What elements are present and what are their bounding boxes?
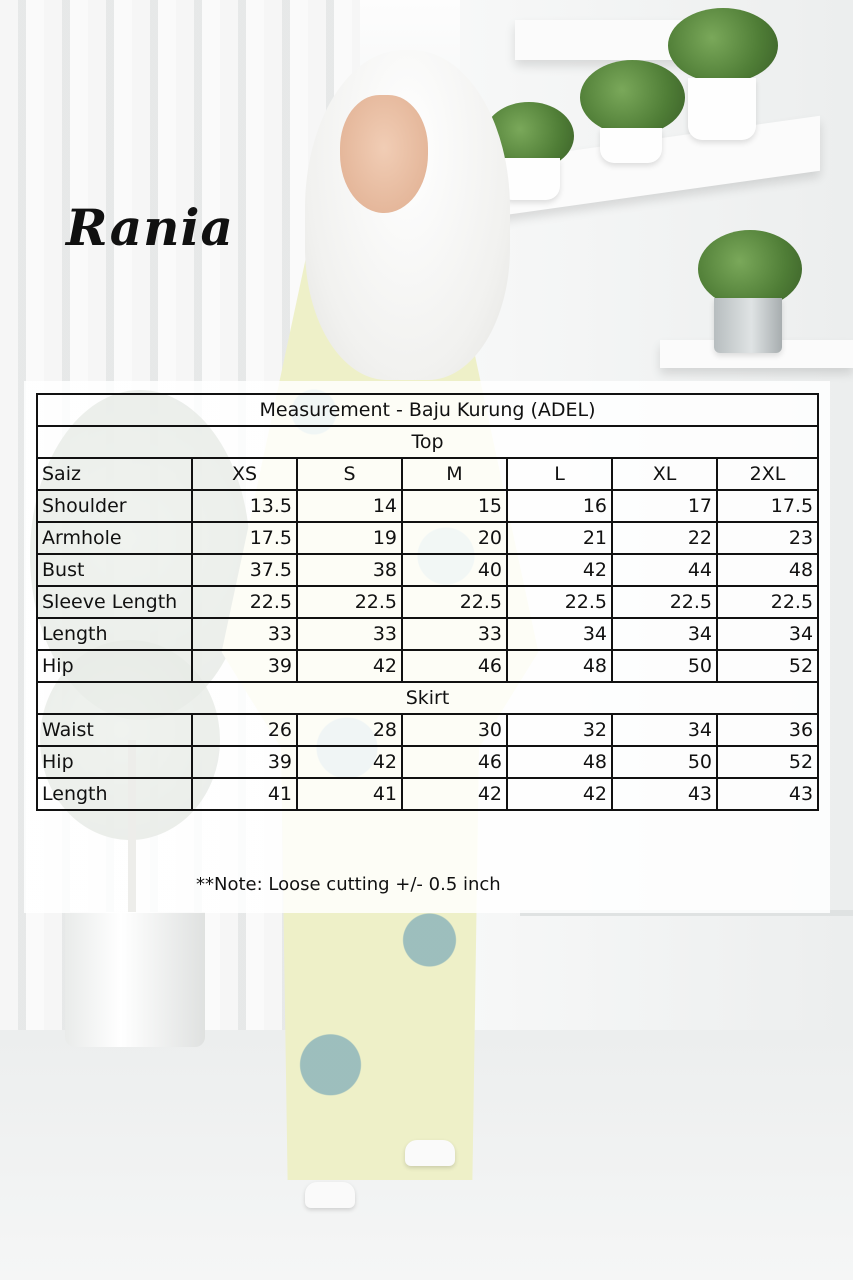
row-label: Shoulder [37, 490, 192, 522]
brand-logo: Rania [66, 198, 234, 257]
measurement-cell: 43 [717, 778, 818, 810]
table-row [37, 618, 818, 650]
row-label: Hip [37, 746, 192, 778]
table-title: Measurement - Baju Kurung (ADEL) [37, 394, 818, 426]
measurement-cell: 36 [717, 714, 818, 746]
measurement-cell: 17.5 [717, 490, 818, 522]
measurement-cell: 48 [507, 650, 612, 682]
plant-2 [580, 60, 685, 135]
table-row [37, 586, 818, 618]
measurement-cell: 50 [612, 746, 717, 778]
measurement-cell: 46 [402, 650, 507, 682]
size-header-2xl: 2XL [717, 458, 818, 490]
measurement-cell: 41 [192, 778, 297, 810]
measurement-cell: 37.5 [192, 554, 297, 586]
size-header-xs: XS [192, 458, 297, 490]
measurement-cell: 42 [402, 778, 507, 810]
size-header-m: M [402, 458, 507, 490]
measurement-cell: 22 [612, 522, 717, 554]
measurement-cell: 34 [507, 618, 612, 650]
size-chart-table [36, 393, 819, 811]
measurement-cell: 34 [612, 618, 717, 650]
row-label: Length [37, 778, 192, 810]
planter [65, 912, 205, 1047]
section-row-top [37, 426, 818, 458]
measurement-cell: 13.5 [192, 490, 297, 522]
measurement-cell: 52 [717, 746, 818, 778]
measurement-cell: 34 [717, 618, 818, 650]
table-row [37, 778, 818, 810]
measurement-cell: 52 [717, 650, 818, 682]
measurement-cell: 33 [402, 618, 507, 650]
measurement-cell: 48 [717, 554, 818, 586]
plant-4 [698, 230, 802, 308]
measurement-cell: 32 [507, 714, 612, 746]
right-shoe [405, 1140, 455, 1166]
measurement-cell: 50 [612, 650, 717, 682]
plant-1 [668, 8, 778, 83]
pot-1 [688, 78, 756, 140]
table-row [37, 554, 818, 586]
measurement-cell: 16 [507, 490, 612, 522]
measurement-cell: 34 [612, 714, 717, 746]
measurement-cell: 22.5 [297, 586, 402, 618]
measurement-cell: 42 [507, 778, 612, 810]
row-label: Armhole [37, 522, 192, 554]
measurement-cell: 48 [507, 746, 612, 778]
measurement-cell: 22.5 [612, 586, 717, 618]
row-label: Sleeve Length [37, 586, 192, 618]
measurement-cell: 43 [612, 778, 717, 810]
table-row [37, 650, 818, 682]
measurement-cell: 28 [297, 714, 402, 746]
measurement-cell: 22.5 [402, 586, 507, 618]
pot-4 [714, 298, 782, 353]
left-shoe [305, 1182, 355, 1208]
model-face [340, 95, 428, 213]
row-label: Hip [37, 650, 192, 682]
row-label: Waist [37, 714, 192, 746]
measurement-cell: 20 [402, 522, 507, 554]
table-row [37, 522, 818, 554]
size-header-s: S [297, 458, 402, 490]
table-row [37, 714, 818, 746]
size-header-xl: XL [612, 458, 717, 490]
measurement-cell: 44 [612, 554, 717, 586]
measurement-cell: 22.5 [717, 586, 818, 618]
measurement-cell: 40 [402, 554, 507, 586]
pot-2 [600, 128, 662, 163]
measurement-cell: 21 [507, 522, 612, 554]
row-label: Bust [37, 554, 192, 586]
hijab [305, 50, 510, 380]
measurement-cell: 33 [192, 618, 297, 650]
measurement-cell: 42 [297, 746, 402, 778]
table-title-row [37, 394, 818, 426]
measurement-cell: 22.5 [507, 586, 612, 618]
table-row [37, 746, 818, 778]
measurement-cell: 15 [402, 490, 507, 522]
measurement-cell: 46 [402, 746, 507, 778]
measurement-cell: 41 [297, 778, 402, 810]
size-header-row [37, 458, 818, 490]
measurement-cell: 17.5 [192, 522, 297, 554]
measurement-cell: 22.5 [192, 586, 297, 618]
table-row [37, 490, 818, 522]
measurement-cell: 39 [192, 746, 297, 778]
measurement-cell: 23 [717, 522, 818, 554]
section-label-top: Top [37, 426, 818, 458]
section-row-skirt [37, 682, 818, 714]
measurement-cell: 42 [297, 650, 402, 682]
measurement-cell: 42 [507, 554, 612, 586]
measurement-cell: 38 [297, 554, 402, 586]
measurement-cell: 26 [192, 714, 297, 746]
section-label-skirt: Skirt [37, 682, 818, 714]
fit-note: **Note: Loose cutting +/- 0.5 inch [196, 874, 501, 895]
measurement-cell: 14 [297, 490, 402, 522]
measurement-cell: 30 [402, 714, 507, 746]
measurement-cell: 39 [192, 650, 297, 682]
measurement-cell: 19 [297, 522, 402, 554]
measurement-cell: 33 [297, 618, 402, 650]
size-header-l: L [507, 458, 612, 490]
size-header-label: Saiz [37, 458, 192, 490]
measurement-cell: 17 [612, 490, 717, 522]
row-label: Length [37, 618, 192, 650]
